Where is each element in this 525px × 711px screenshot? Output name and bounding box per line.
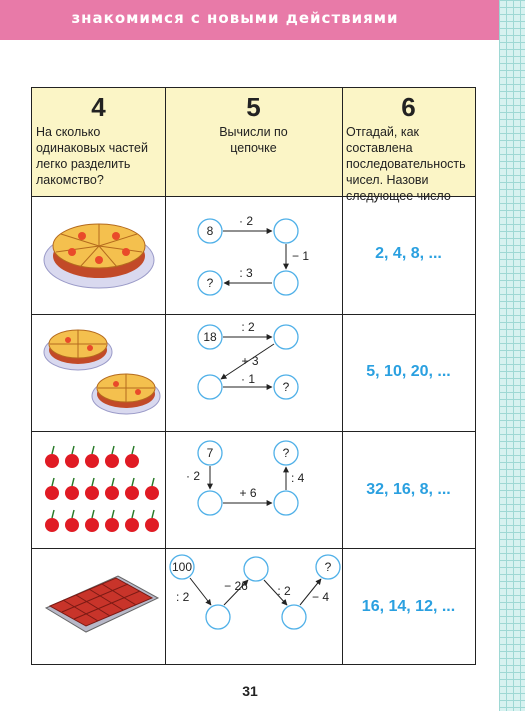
chain-1-op-2: − 1	[292, 249, 310, 263]
column-number-6: 6	[401, 92, 416, 122]
column-text-6: Отгадай, как составлена последовательность чисел. Назови следующее число	[346, 125, 466, 203]
chain-2-op-2: + 3	[241, 354, 259, 368]
chain-4-op-3: : 2	[277, 584, 291, 598]
chain-4-op-4: − 4	[312, 590, 330, 604]
column-text-4: На сколько одинаковых частей легко разделить лакомство?	[36, 125, 148, 187]
chain-2-op-3: · 1	[240, 372, 256, 386]
column-text-5: Вычисли по цепочке	[219, 125, 288, 155]
grid-paper-strip	[499, 0, 525, 711]
sequence-2: 5, 10, 20, ...	[366, 363, 451, 380]
chain-4-start: 100	[171, 560, 193, 574]
chain-1-result: ?	[206, 276, 214, 290]
column-number-5: 5	[246, 92, 261, 122]
column-number-4: 4	[91, 92, 106, 122]
sequence-3: 32, 16, 8, ...	[366, 481, 451, 498]
chain-3-op-3: : 4	[291, 471, 305, 485]
chain-4-op-1: : 2	[176, 590, 190, 604]
page-number: 31	[242, 683, 258, 699]
exercise-table	[31, 87, 476, 665]
page-header-title: знакомимся с новыми действиями	[71, 9, 399, 27]
chain-1-start: 8	[206, 224, 214, 238]
chain-3-op-2: + 6	[239, 486, 257, 500]
chains-diagram	[166, 197, 342, 664]
chain-2-op-1: : 2	[241, 320, 255, 334]
sequence-1: 2, 4, 8, ...	[375, 245, 442, 262]
chain-4-result: ?	[324, 560, 332, 574]
chain-1-op-1: · 2	[238, 214, 254, 228]
sequence-4: 16, 14, 12, ...	[361, 598, 456, 615]
chain-2-result: ?	[282, 380, 290, 394]
chain-2-start: 18	[203, 330, 217, 344]
chain-3-result: ?	[282, 446, 290, 460]
chain-1-op-3: : 3	[239, 266, 253, 280]
chain-4-op-2: − 26	[224, 579, 248, 593]
cherries-image	[44, 443, 159, 538]
pizzas-image	[38, 320, 163, 425]
cake-image	[42, 212, 157, 292]
chain-3-op-1: · 2	[186, 469, 201, 483]
chocolate-bar-image	[40, 568, 160, 643]
chain-3-start: 7	[206, 446, 214, 460]
